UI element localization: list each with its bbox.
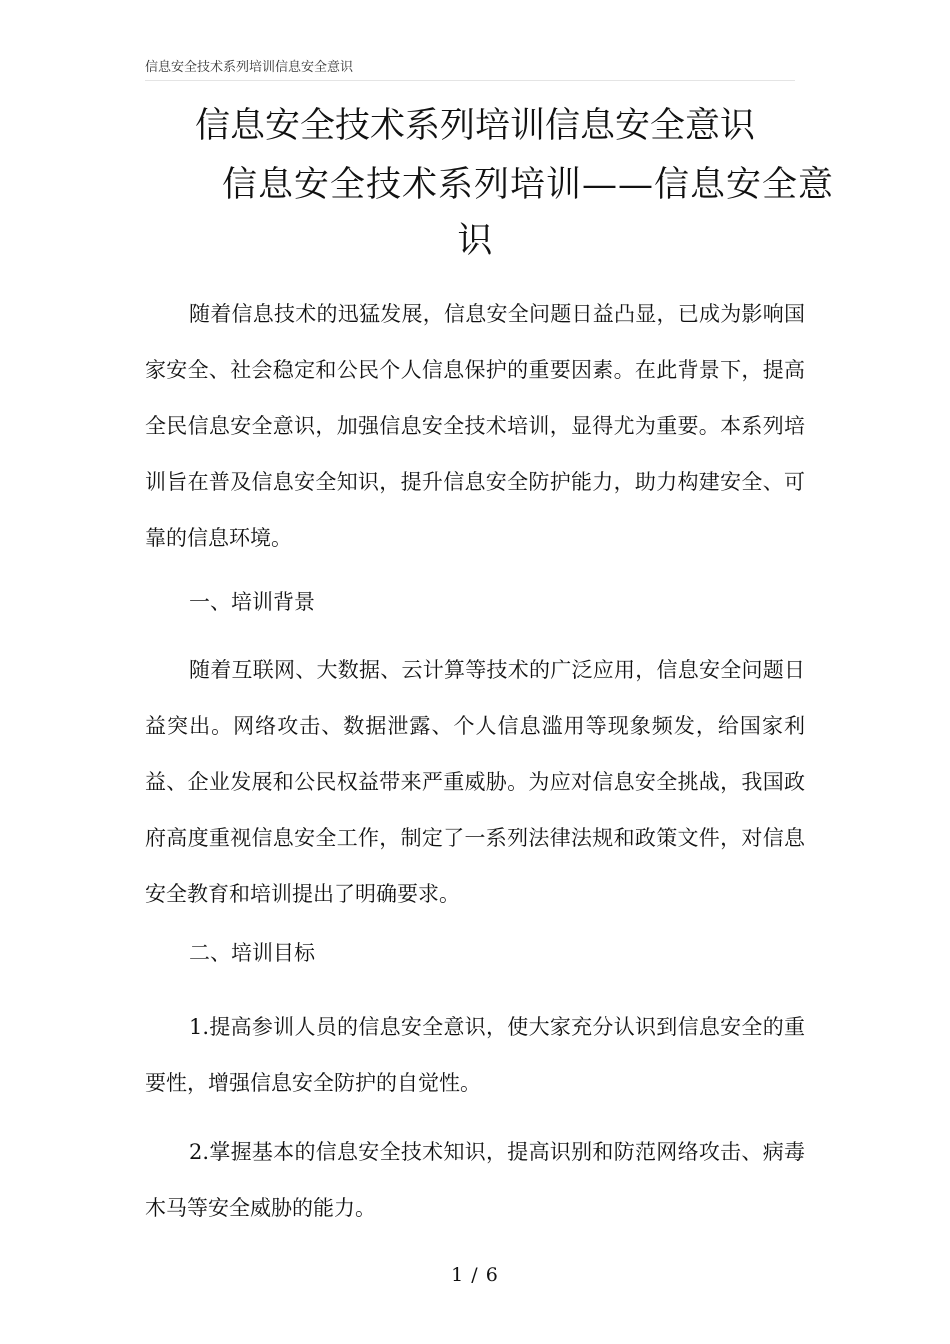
document-subtitle-continuation: 识 bbox=[457, 221, 493, 261]
section2-heading: 二、培训目标 bbox=[189, 941, 315, 965]
intro-paragraph-block bbox=[145, 286, 805, 566]
goal1-block bbox=[145, 999, 805, 1111]
goal2-block bbox=[145, 1124, 805, 1236]
section1-paragraph-block bbox=[145, 642, 805, 922]
page-number: 1 / 6 bbox=[451, 1264, 499, 1286]
section1-heading-block bbox=[145, 574, 805, 630]
header-divider bbox=[145, 80, 795, 81]
document-title: 信息安全技术系列培训信息安全意识 bbox=[194, 106, 755, 146]
section1-paragraph: 随着互联网、大数据、云计算等技术的广泛应用，信息安全问题日益突出。网络攻击、数据泄露、个人信息滥用等现象频发，给国家利益、企业发展和公民权益带来严重威胁。为应对信息安全挑战，我国政府高度重视信息安全工作，制定了一系列法律法规和政策文件，对信息安全教育和培训提出了明确要求。 bbox=[145, 658, 805, 906]
document-subtitle: 信息安全技术系列培训——信息安全意 bbox=[222, 165, 835, 205]
intro-paragraph: 随着信息技术的迅猛发展，信息安全问题日益凸显，已成为影响国家安全、社会稳定和公民个人信息保护的重要因素。在此背景下，提高全民信息安全意识，加强信息安全技术培训，显得尤为重要。本系列培训旨在普及信息安全知识，提升信息安全防护能力，助力构建安全、可靠的信息环境。 bbox=[145, 302, 805, 550]
goal2-paragraph: 2.掌握基本的信息安全技术知识，提高识别和防范网络攻击、病毒木马等安全威胁的能力。 bbox=[145, 1140, 805, 1220]
running-header: 信息安全技术系列培训信息安全意识 bbox=[145, 60, 354, 75]
section1-heading: 一、培训背景 bbox=[189, 590, 315, 614]
goal1-paragraph: 1.提高参训人员的信息安全意识，使大家充分认识到信息安全的重要性，增强信息安全防护的自觉性。 bbox=[145, 1015, 805, 1095]
section2-heading-block bbox=[145, 925, 805, 981]
